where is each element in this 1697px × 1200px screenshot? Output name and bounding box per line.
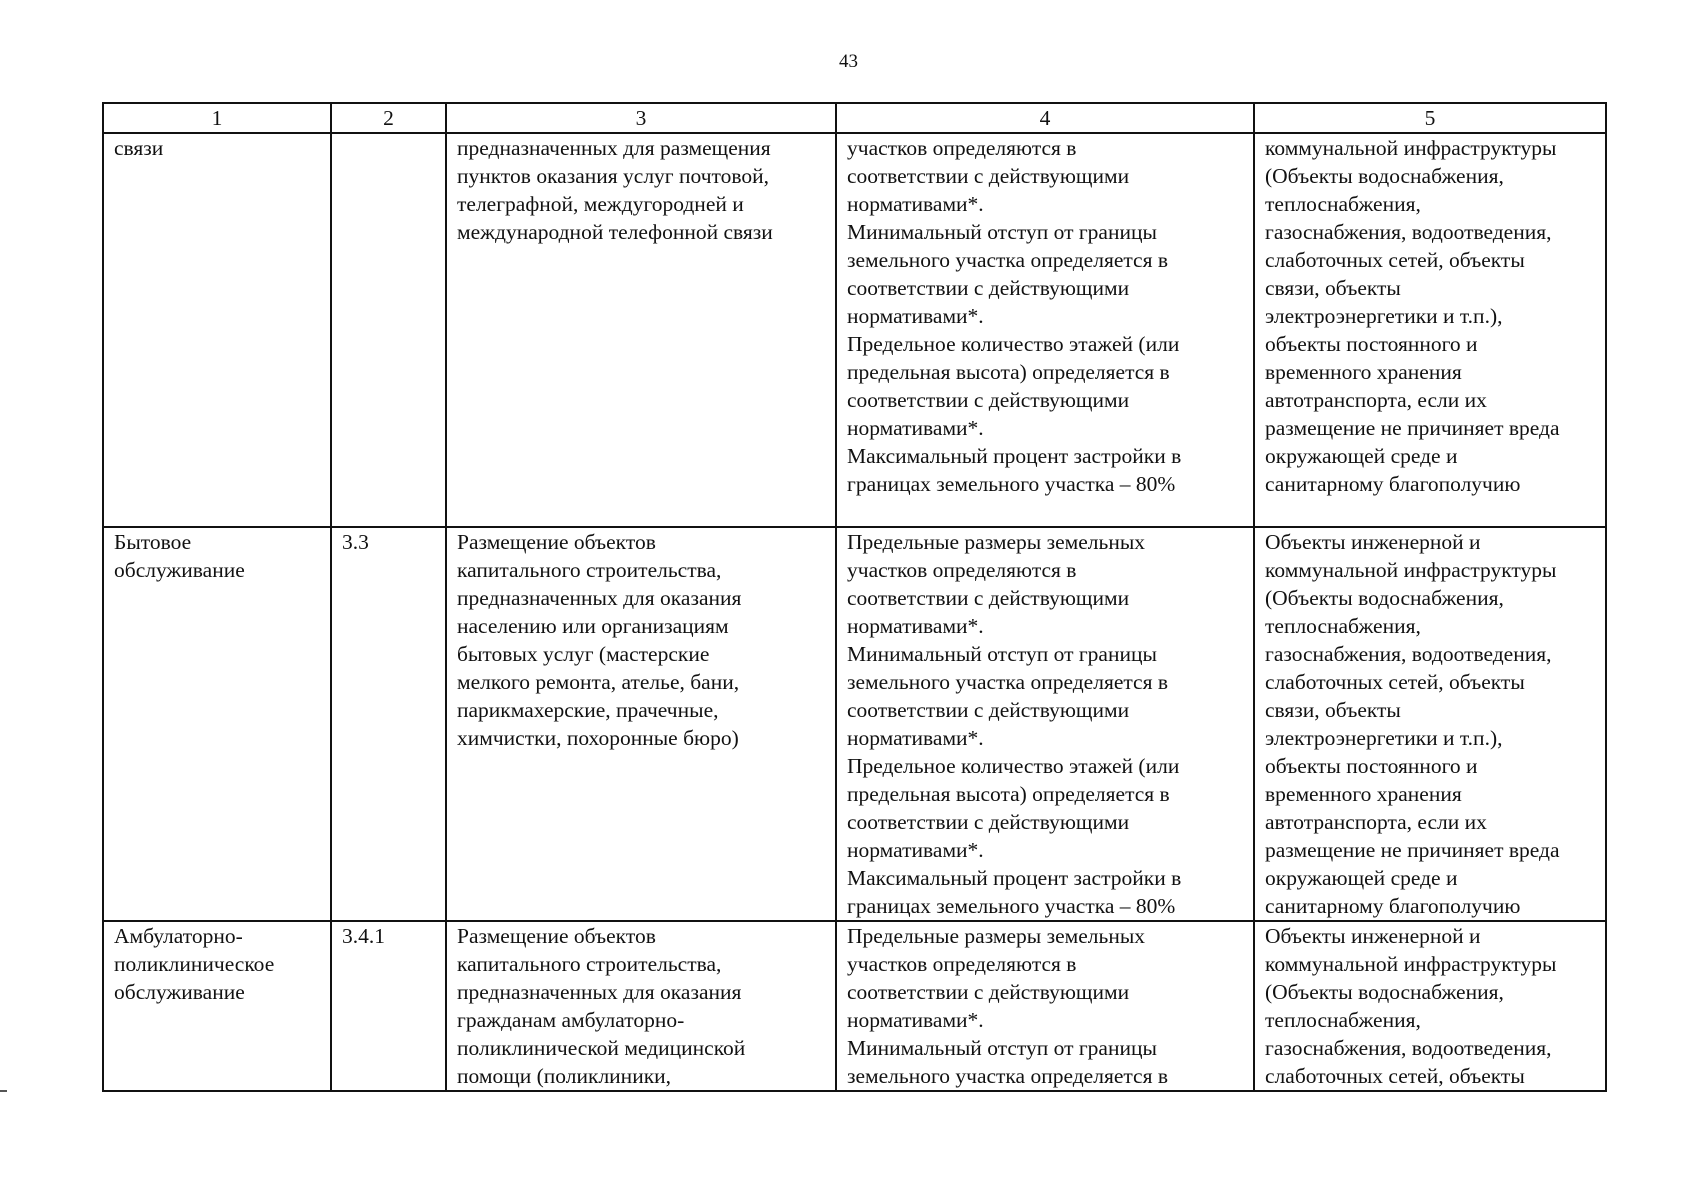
cell-text-line: газоснабжения, водоотведения,: [1265, 642, 1552, 666]
cell-text-line: 3.3: [342, 530, 369, 554]
description-cell: [446, 527, 836, 921]
column-header-2: 2: [331, 103, 446, 133]
cell-text-line: Размещение объектов: [457, 530, 656, 554]
cell-text-line: объекты постоянного и: [1265, 332, 1478, 356]
code-cell: [331, 527, 446, 921]
cell-text-line: телеграфной, междугородней и: [457, 192, 744, 216]
cell-text-line: соответствии с действующими: [847, 164, 1130, 188]
cell-text-line: временного хранения: [1265, 360, 1462, 384]
auxiliary-uses-cell: [1254, 921, 1606, 1091]
cell-text-line: размещение не причиняет вреда: [1265, 416, 1560, 440]
cell-text-line: размещение не причиняет вреда: [1265, 838, 1560, 862]
cell-text-line: слаботочных сетей, объекты: [1265, 1064, 1525, 1088]
cell-text-line: границах земельного участка – 80%: [847, 894, 1176, 918]
description-cell: [446, 133, 836, 527]
cell-text-line: соответствии с действующими: [847, 698, 1130, 722]
cell-text-line: обслуживание: [114, 980, 245, 1004]
cell-text-line: соответствии с действующими: [847, 586, 1130, 610]
cell-text-line: предназначенных для оказания: [457, 586, 742, 610]
auxiliary-uses-cell: [1254, 133, 1606, 527]
cell-text-line: нормативами*.: [847, 726, 984, 750]
cell-text-line: земельного участка определяется в: [847, 1064, 1168, 1088]
cell-text-line: Объекты инженерной и: [1265, 530, 1481, 554]
cell-text-line: Максимальный процент застройки в: [847, 444, 1182, 468]
cell-text-line: помощи (поликлиники,: [457, 1064, 672, 1088]
cell-text-line: окружающей среде и: [1265, 444, 1458, 468]
use-type-cell: [103, 921, 331, 1091]
use-type-cell: [103, 133, 331, 527]
land-use-table: [102, 102, 1607, 1092]
cell-text-line: Предельное количество этажей (или: [847, 332, 1180, 356]
cell-text-line: Предельные размеры земельных: [847, 530, 1146, 554]
cell-text-line: коммунальной инфраструктуры: [1265, 558, 1557, 582]
cell-text-line: теплоснабжения,: [1265, 1008, 1421, 1032]
cell-text-line: Предельное количество этажей (или: [847, 754, 1180, 778]
cell-text-line: обслуживание: [114, 558, 245, 582]
cell-text-line: бытовых услуг (мастерские: [457, 642, 710, 666]
cell-text-line: участков определяются в: [847, 136, 1077, 160]
cell-text-line: Минимальный отступ от границы: [847, 220, 1157, 244]
table-row: [103, 921, 1606, 1091]
cell-text-line: нормативами*.: [847, 192, 984, 216]
cell-text-line: соответствии с действующими: [847, 276, 1130, 300]
cell-text-line: электроэнергетики и т.п.),: [1265, 304, 1503, 328]
cell-text-line: предельная высота) определяется в: [847, 782, 1170, 806]
cell-text-line: земельного участка определяется в: [847, 670, 1168, 694]
cell-text-line: Амбулаторно-: [114, 924, 243, 948]
table-header-row: [103, 103, 1606, 133]
cell-text-line: химчистки, похоронные бюро): [457, 726, 739, 750]
cell-text-line: связи, объекты: [1265, 276, 1401, 300]
cell-text-line: нормативами*.: [847, 416, 984, 440]
cell-text-line: предельная высота) определяется в: [847, 360, 1170, 384]
cell-text-line: поликлинической медицинской: [457, 1036, 746, 1060]
auxiliary-uses-cell: [1254, 527, 1606, 921]
cell-text-line: санитарному благополучию: [1265, 894, 1521, 918]
parameters-cell: [836, 133, 1254, 527]
page-number: 43: [839, 51, 858, 72]
cell-text-line: санитарному благополучию: [1265, 472, 1521, 496]
column-header-3: 3: [446, 103, 836, 133]
cell-text-line: Предельные размеры земельных: [847, 924, 1146, 948]
cell-text-line: соответствии с действующими: [847, 388, 1130, 412]
cell-text-line: теплоснабжения,: [1265, 614, 1421, 638]
parameters-cell: [836, 921, 1254, 1091]
column-header-4: 4: [836, 103, 1254, 133]
use-type-cell: [103, 527, 331, 921]
cell-text-line: (Объекты водоснабжения,: [1265, 164, 1504, 188]
cell-text-line: связи, объекты: [1265, 698, 1401, 722]
cell-text-line: электроэнергетики и т.п.),: [1265, 726, 1503, 750]
cell-text-line: Бытовое: [114, 530, 192, 554]
cell-text-line: 3.4.1: [342, 924, 385, 948]
cell-text-line: Максимальный процент застройки в: [847, 866, 1182, 890]
cell-text-line: международной телефонной связи: [457, 220, 773, 244]
cell-text-line: (Объекты водоснабжения,: [1265, 980, 1504, 1004]
code-cell: [331, 133, 446, 527]
cell-text-line: капитального строительства,: [457, 952, 722, 976]
cell-text-line: коммунальной инфраструктуры: [1265, 952, 1557, 976]
cell-text-line: нормативами*.: [847, 304, 984, 328]
cell-text-line: предназначенных для размещения: [457, 136, 771, 160]
scan-edge-mark: [0, 1090, 7, 1092]
cell-text-line: нормативами*.: [847, 614, 984, 638]
cell-text-line: газоснабжения, водоотведения,: [1265, 1036, 1552, 1060]
cell-text-line: объекты постоянного и: [1265, 754, 1478, 778]
table-row: [103, 527, 1606, 921]
parameters-cell: [836, 527, 1254, 921]
cell-text-line: (Объекты водоснабжения,: [1265, 586, 1504, 610]
cell-text-line: связи: [114, 136, 164, 160]
cell-text-line: парикмахерские, прачечные,: [457, 698, 719, 722]
column-header-5: 5: [1254, 103, 1606, 133]
cell-text-line: поликлиническое: [114, 952, 275, 976]
cell-text-line: нормативами*.: [847, 838, 984, 862]
cell-text-line: газоснабжения, водоотведения,: [1265, 220, 1552, 244]
table-row: [103, 133, 1606, 527]
cell-text-line: Минимальный отступ от границы: [847, 1036, 1157, 1060]
cell-text-line: соответствии с действующими: [847, 810, 1130, 834]
cell-text-line: Объекты инженерной и: [1265, 924, 1481, 948]
cell-text-line: участков определяются в: [847, 558, 1077, 582]
cell-text-line: автотранспорта, если их: [1265, 810, 1487, 834]
cell-text-line: пунктов оказания услуг почтовой,: [457, 164, 770, 188]
cell-text-line: слаботочных сетей, объекты: [1265, 670, 1525, 694]
cell-text-line: теплоснабжения,: [1265, 192, 1421, 216]
cell-text-line: земельного участка определяется в: [847, 248, 1168, 272]
cell-text-line: границах земельного участка – 80%: [847, 472, 1176, 496]
cell-text-line: Минимальный отступ от границы: [847, 642, 1157, 666]
cell-text-line: слаботочных сетей, объекты: [1265, 248, 1525, 272]
cell-text-line: коммунальной инфраструктуры: [1265, 136, 1557, 160]
cell-text-line: капитального строительства,: [457, 558, 722, 582]
cell-text-line: автотранспорта, если их: [1265, 388, 1487, 412]
cell-text-line: гражданам амбулаторно-: [457, 1008, 685, 1032]
cell-text-line: мелкого ремонта, ателье, бани,: [457, 670, 740, 694]
description-cell: [446, 921, 836, 1091]
cell-text-line: участков определяются в: [847, 952, 1077, 976]
cell-text-line: соответствии с действующими: [847, 980, 1130, 1004]
code-cell: [331, 921, 446, 1091]
cell-text-line: Размещение объектов: [457, 924, 656, 948]
cell-text-line: окружающей среде и: [1265, 866, 1458, 890]
cell-text-line: временного хранения: [1265, 782, 1462, 806]
cell-text-line: населению или организациям: [457, 614, 729, 638]
column-header-1: 1: [103, 103, 331, 133]
cell-text-line: предназначенных для оказания: [457, 980, 742, 1004]
cell-text-line: нормативами*.: [847, 1008, 984, 1032]
